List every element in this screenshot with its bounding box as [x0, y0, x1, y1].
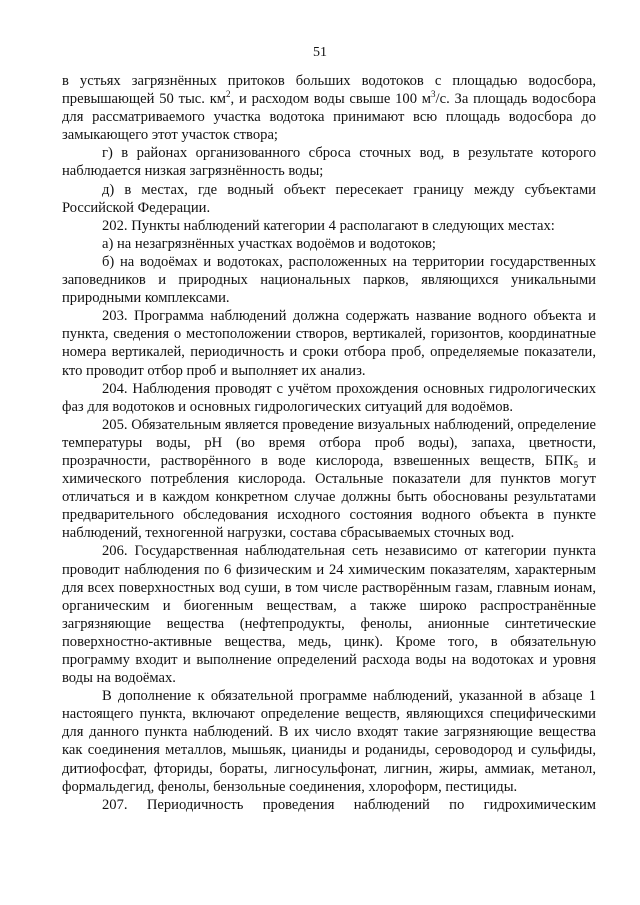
- text-run: а) на незагрязнённых участках водоёмов и водотоков;: [102, 235, 436, 252]
- paragraph-p-203: [62, 307, 596, 379]
- paragraph-p-202: [62, 217, 596, 235]
- paragraph-p-g: [62, 144, 596, 180]
- text-run: 204. Наблюдения проводят с учётом прохождения основных гидрологических фаз для водотоков и основных гидрологических ситуаций для водоёмов.: [62, 380, 596, 415]
- text-run: В дополнение к обязательной программе наблюдений, указанной в абзаце 1 настоящего пункта, включают определение веществ, являющихся специфическими для данного пункта наблюдений. В их число входят такие загрязняющие вещества как соединения металлов, мышьяк, цианиды и роданиды, сероводород и сульфиды, дитиофосфат, фториды, бораты, лигносульфонат, лигнин, жиры, аммиак, метанол, формальдегид, фенолы, бензольные соединения, хлороформ, пестициды.: [62, 688, 596, 795]
- paragraph-p-207: [62, 796, 596, 814]
- text-run: , и расходом воды свыше 100 м: [230, 91, 432, 108]
- text-run: 205. Обязательным является проведение визуальных наблюдений, определение температуры воды, pH (во время отбора проб воды), запаха, цветности, прозрачности, растворённого в воде кислорода, взвешенных веществ, БПК: [62, 416, 596, 469]
- text-run: 203. Программа наблюдений должна содержать название водного объекта и пункта, сведения о местоположении створов, вертикалей, горизонтов, координатные номера вертикалей, периодичность и сроки отбора проб, определяемые показатели, кто проводит отбор проб и выполняет их анализ.: [62, 308, 596, 379]
- paragraph-p-202a: [62, 235, 596, 253]
- paragraph-p-206b: [62, 687, 596, 796]
- paragraph-p-202b: [62, 253, 596, 307]
- text-run: и химического потребления кислорода. Остальные показатели для пунктов могут отличаться и в каждом конкретном случае должны быть обоснованы результатами предварительного обследования исходного состояния водного объекта в пункте наблюдений, техногенной нагрузки, состава сбрасываемых сточных вод.: [62, 452, 596, 542]
- text-run: г) в районах организованного сброса сточных вод, в результате которого наблюдается низкая загрязнённость воды;: [62, 145, 596, 180]
- superscript: 3: [431, 89, 436, 100]
- text-run: 206. Государственная наблюдательная сеть независимо от категории пункта проводит наблюдения по 6 физическим и 24 химическим показателям, характерным для всех поверхностных вод суши, в том числе растворённым газам, главным ионам, органическим и биогенным веществам, а также широко распространённые загрязняющие вещества (нефтепродукты, фенолы, анионные синтетические поверхностно-активные вещества, медь, цинк). Кроме того, в обязательную программу входит и выполнение определений расхода воды на водотоках и уровня воды на водоёмах.: [62, 543, 596, 687]
- paragraph-p-205: [62, 416, 596, 543]
- text-run: /с. За площадь водосбора для рассматриваемого участка водотока принимают всю площадь водосбора до замыкающего этот участок створа;: [62, 91, 596, 144]
- paragraph-p-204: [62, 380, 596, 416]
- document-body: [62, 72, 596, 814]
- subscript: 5: [573, 459, 579, 470]
- text-run: 207. Периодичность проведения наблюдений по гидрохимическим: [102, 796, 596, 813]
- text-run: д) в местах, где водный объект пересекает границу между субъектами Российской Федерации.: [62, 181, 596, 216]
- superscript: 2: [226, 89, 231, 100]
- text-run: в устьях загрязнённых притоков больших водотоков с площадью водосбора, превышающей 50 тыс. км: [62, 73, 596, 108]
- paragraph-p-intro: [62, 72, 596, 144]
- paragraph-p-d: [62, 181, 596, 217]
- page-number: 51: [313, 45, 327, 60]
- text-run: б) на водоёмах и водотоках, расположенных на территории государственных заповедников и природных национальных парков, являющихся уникальными природными комплексами.: [62, 253, 596, 307]
- text-run: 202. Пункты наблюдений категории 4 располагают в следующих местах:: [102, 217, 555, 234]
- paragraph-p-206: [62, 542, 596, 687]
